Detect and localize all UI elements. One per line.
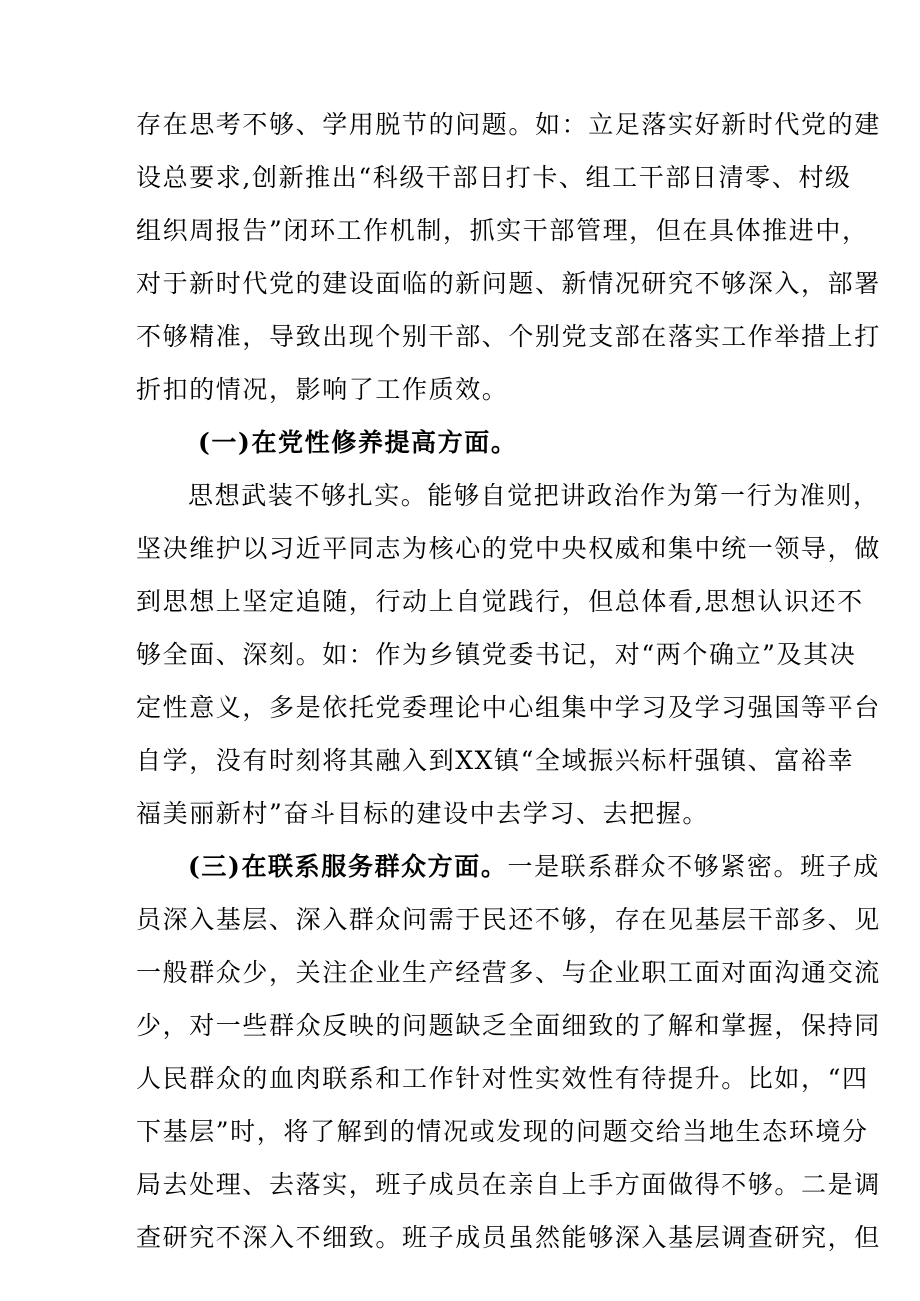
paragraph-line: 设总要求,创新推出“科级干部日打卡、组工干部日清零、村级	[136, 163, 852, 192]
paragraph-2	[136, 469, 881, 840]
paragraph-line: 对于新时代党的建设面临的新问题、新情况研究不够深入，部署	[136, 269, 881, 298]
paragraph-text: 一是联系群众不够紧密。班子成	[507, 852, 880, 881]
paragraph-line: 人民群众的血肉联系和工作针对性实效性有待提升。比如，“四	[136, 1064, 869, 1093]
paragraph-line: 折扣的情况，影响了工作质效。	[136, 375, 509, 404]
paragraph-3	[136, 840, 881, 1264]
document-body	[136, 98, 881, 1264]
paragraph-line: 不够精准，导致出现个别干部、个别党支部在落实工作举措上打	[136, 322, 881, 351]
paragraph-line: 到思想上坚定追随，行动上自觉践行，但总体看,思想认识还不	[136, 587, 864, 616]
paragraph-line: 少，对一些群众反映的问题缺乏全面细致的了解和掌握，保持同	[136, 1011, 881, 1040]
paragraph-line: 福美丽新村”奋斗目标的建设中去学习、去把握。	[136, 799, 709, 828]
paragraph-line: 下基层”时，将了解到的情况或发现的问题交给当地生态环境分	[136, 1117, 869, 1146]
paragraph-first-line	[136, 840, 880, 893]
paragraph-line: 坚决维护以习近平同志为核心的党中央权威和集中统一领导，做	[136, 534, 881, 563]
paragraph-line: 局去处理、去落实，班子成员在亲自上手方面做得不够。二是调	[136, 1170, 881, 1199]
paragraph-line: 员深入基层、深入群众问需于民还不够，存在见基层干部多、见	[136, 905, 881, 934]
paragraph-1	[136, 98, 881, 416]
paragraph-line: 够全面、深刻。如：作为乡镇党委书记，对“两个确立”及其决	[136, 640, 857, 669]
section-heading: (三)在联系服务群众方面。	[188, 852, 508, 881]
paragraph-line: 一般群众少，关注企业生产经营多、与企业职工面对面沟通交流	[136, 958, 881, 987]
paragraph-line: 存在思考不够、学用脱节的问题。如：立足落实好新时代党的建	[136, 110, 881, 139]
paragraph-line: 查研究不深入不细致。班子成员虽然能够深入基层调查研究，但	[136, 1223, 881, 1252]
paragraph-line: 组织周报告”闭环工作机制，抓实干部管理，但在具体推进中，	[136, 216, 869, 245]
paragraph-line: 思想武装不够扎实。能够自觉把讲政治作为第一行为准则，	[188, 481, 880, 510]
paragraph-line: 自学，没有时刻将其融入到XX镇“全域振兴标杆强镇、富裕幸	[136, 746, 855, 775]
section-heading: (一)在党性修养提高方面。	[198, 428, 518, 457]
paragraph-line: 定性意义，多是依托党委理论中心组集中学习及学习强国等平台	[136, 693, 881, 722]
